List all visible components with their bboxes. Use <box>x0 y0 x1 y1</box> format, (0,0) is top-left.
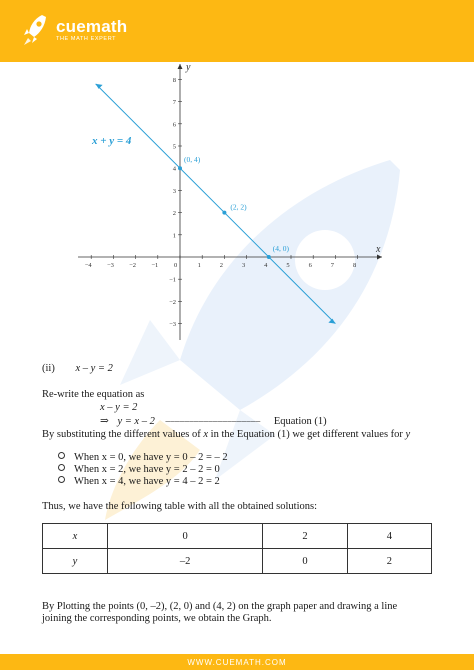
x-tick-label: 6 <box>308 262 312 269</box>
y-tick-label: 8 <box>172 76 176 84</box>
solution-line <box>91 84 335 324</box>
list-item <box>58 452 228 464</box>
table-cell: 2 <box>263 524 347 549</box>
table-row <box>43 549 432 574</box>
conclusion-line-1: By Plotting the points (0, –2), (2, 0) and (4, 2) on the graph paper and drawing a line <box>42 601 398 612</box>
y-tick-label: −1 <box>169 276 176 284</box>
line-end-arrow-icon <box>328 319 335 324</box>
point-marker <box>267 255 271 259</box>
list-item <box>58 464 220 476</box>
rewrite-equation: y = x – 2 <box>117 416 155 427</box>
list-item <box>58 476 220 488</box>
bullet-text: When x = 2, we have y = 2 – 2 = 0 <box>74 464 220 475</box>
point-label: (4, 0) <box>272 244 290 253</box>
x-axis-arrow-icon <box>377 255 382 260</box>
header-bar <box>0 0 474 62</box>
table-cell: 0 <box>263 549 347 574</box>
table-cell: 0 <box>108 524 263 549</box>
axes <box>78 62 382 340</box>
implies-symbol: ⇒ <box>100 416 109 427</box>
y-axis-arrow-icon <box>178 64 183 69</box>
y-tick-label: −2 <box>169 298 176 306</box>
x-tick-label: 4 <box>264 262 268 269</box>
substitution-var-x: x <box>203 429 209 440</box>
bullet-icon <box>58 476 65 483</box>
y-tick-label: 6 <box>172 121 176 129</box>
line-equation-label: x + y = 4 <box>92 135 132 147</box>
point-marker <box>178 166 182 170</box>
bullet-text: When x = 4, we have y = 4 – 2 = 2 <box>74 476 220 487</box>
x-tick-label: −1 <box>151 262 159 269</box>
x-tick-label: −2 <box>129 262 137 269</box>
rewrite-intro: Re-write the equation as <box>42 389 145 400</box>
part-heading <box>42 363 113 375</box>
y-tick-label: −3 <box>169 321 176 329</box>
substitution-part-1: By substituting the different values of <box>42 429 204 440</box>
graph-x-plus-y-equals-4 <box>70 58 390 348</box>
substitution-var-y: y <box>405 429 411 440</box>
x-tick-label: 3 <box>241 262 246 269</box>
substitution-text <box>42 429 410 441</box>
x-tick-label: 8 <box>352 262 357 269</box>
footer-url-link[interactable]: WWW.CUEMATH.COM <box>187 657 287 667</box>
substitution-part-2: in the Equation (1) we get different values for <box>208 429 406 440</box>
y-tick-label: 1 <box>172 232 176 240</box>
dashed-leader: – – – – – – – – – – – – – – – – – – – – <box>165 416 260 426</box>
rocket-logo-icon <box>22 13 50 47</box>
part-label: (ii) <box>42 363 55 374</box>
brand-name: cuemath <box>56 16 128 36</box>
y-tick-label: 4 <box>172 165 176 173</box>
rewrite-line-2 <box>100 415 327 428</box>
part-equation: x – y = 2 <box>75 363 113 374</box>
table-header-x: x <box>43 524 108 549</box>
axis-ticks <box>85 77 358 328</box>
y-tick-label: 5 <box>172 143 176 151</box>
x-tick-label: −3 <box>106 262 114 269</box>
bullet-text: When x = 0, we have y = 0 – 2 = – 2 <box>74 452 228 463</box>
y-tick-label: 7 <box>172 99 176 107</box>
point-marker <box>222 211 226 215</box>
line-x-plus-y-4 <box>96 84 336 324</box>
table-cell: 4 <box>347 524 431 549</box>
conclusion-line-2: joining the corresponding points, we obtain the Graph. <box>42 613 272 624</box>
y-tick-label: 3 <box>172 187 176 195</box>
solution-points <box>178 155 290 259</box>
table-intro: Thus, we have the following table with all the obtained solutions: <box>42 501 317 512</box>
x-axis-label: x <box>376 244 381 255</box>
point-label: (0, 4) <box>184 155 201 165</box>
x-tick-label: 2 <box>219 262 224 269</box>
cuemath-logo[interactable] <box>22 10 127 50</box>
x-tick-label: 1 <box>197 262 201 269</box>
footer-bar <box>0 654 474 670</box>
table-cell: 2 <box>347 549 431 574</box>
x-tick-label: 5 <box>286 262 290 269</box>
table-header-y: y <box>43 549 108 574</box>
table-cell: –2 <box>108 549 263 574</box>
x-tick-label: 0 <box>174 262 178 269</box>
x-tick-label: −4 <box>84 262 92 269</box>
y-tick-label: 2 <box>172 210 176 218</box>
equation-tag: Equation (1) <box>273 416 327 427</box>
line-start-arrow-icon <box>96 84 103 89</box>
bullet-icon <box>58 464 65 471</box>
solutions-table <box>42 523 432 574</box>
rewrite-line-1: x – y = 2 <box>100 402 138 413</box>
point-label: (2, 2) <box>230 202 247 212</box>
brand-tagline: THE MATH EXPERT <box>56 35 117 42</box>
table-row <box>43 524 432 549</box>
x-tick-label: 7 <box>330 262 335 269</box>
bullet-icon <box>58 452 65 459</box>
y-axis-label: y <box>186 62 191 73</box>
